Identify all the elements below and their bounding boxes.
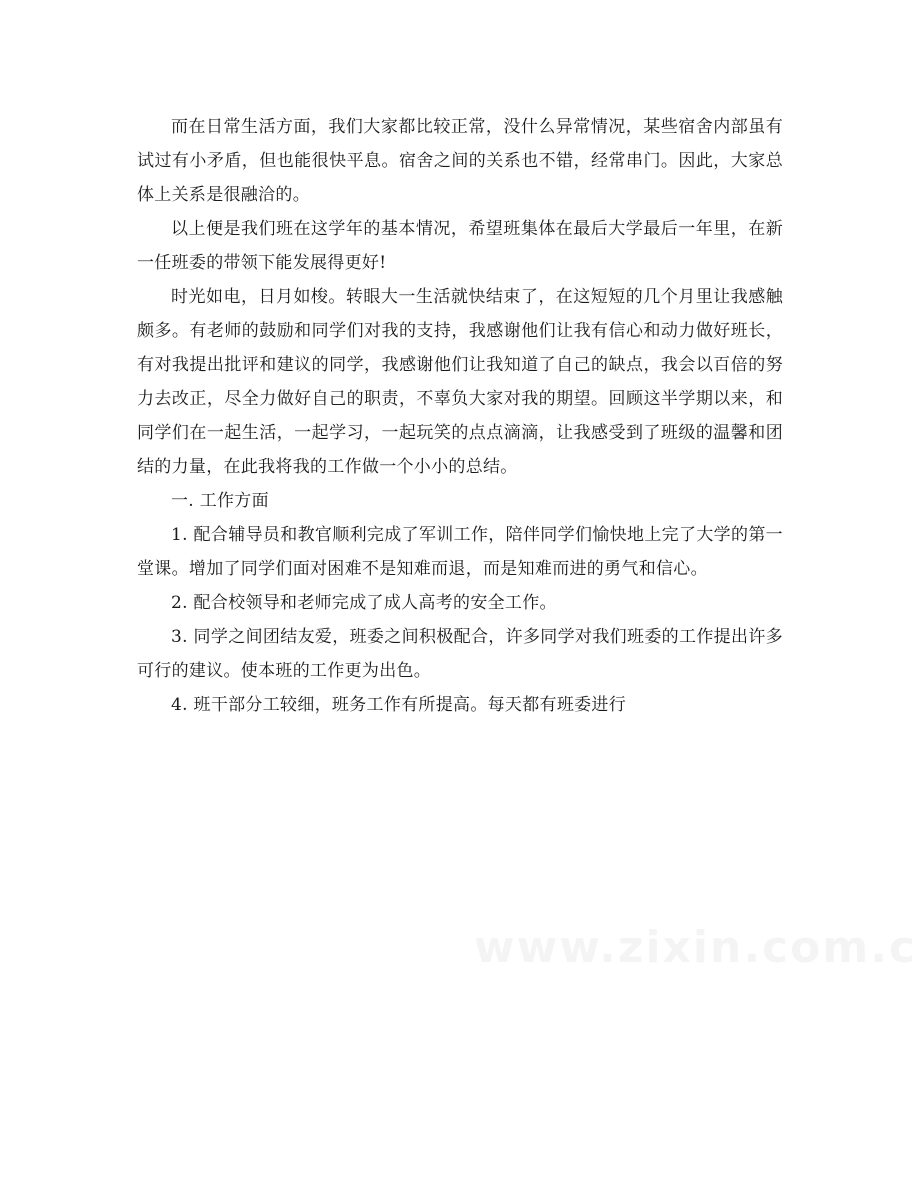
work-item-2: 2. 配合校领导和老师完成了成人高考的安全工作。: [171, 593, 557, 613]
document-body: [137, 110, 783, 722]
work-item-1: 1. 配合辅导员和教官顺利完成了军训工作，陪伴同学们愉快地上完了大学的第一堂课。增加了同学们面对困难不是知难而退，而是知难而进的勇气和信心。: [137, 525, 783, 579]
work-item-4: 4. 班干部分工较细，班务工作有所提高。每天都有班委进行: [171, 695, 627, 715]
paragraph-summary-hope: 以上便是我们班在这学年的基本情况，希望班集体在最后大学最后一年里，在新一任班委的带领下能发展得更好!: [137, 219, 783, 273]
watermark: [474, 922, 920, 973]
work-item-3: 3. 同学之间团结友爱，班委之间积极配合，许多同学对我们班委的工作提出许多可行的建议。使本班的工作更为出色。: [137, 627, 783, 681]
section-heading-work: 一. 工作方面: [171, 491, 269, 511]
paragraph-reflection: 时光如电，日月如梭。转眼大一生活就快结束了，在这短短的几个月里让我感触颇多。有老师的鼓励和同学们对我的支持，我感谢他们让我有信心和动力做好班长，有对我提出批评和建议的同学，我感谢他们让我知道了自己的缺点，我会以百倍的努力去改正，尽全力做好自己的职责，不辜负大家对我的期望。回顾这半学期以来，和同学们在一起生活，一起学习，一起玩笑的点点滴滴，让我感受到了班级的温馨和团结的力量，在此我将我的工作做一个小小的总结。: [137, 287, 783, 477]
paragraph-daily-life: 而在日常生活方面，我们大家都比较正常，没什么异常情况，某些宿舍内部虽有试过有小矛盾，但也能很快平息。宿舍之间的关系也不错，经常串门。因此，大家总体上关系是很融洽的。: [137, 117, 783, 205]
